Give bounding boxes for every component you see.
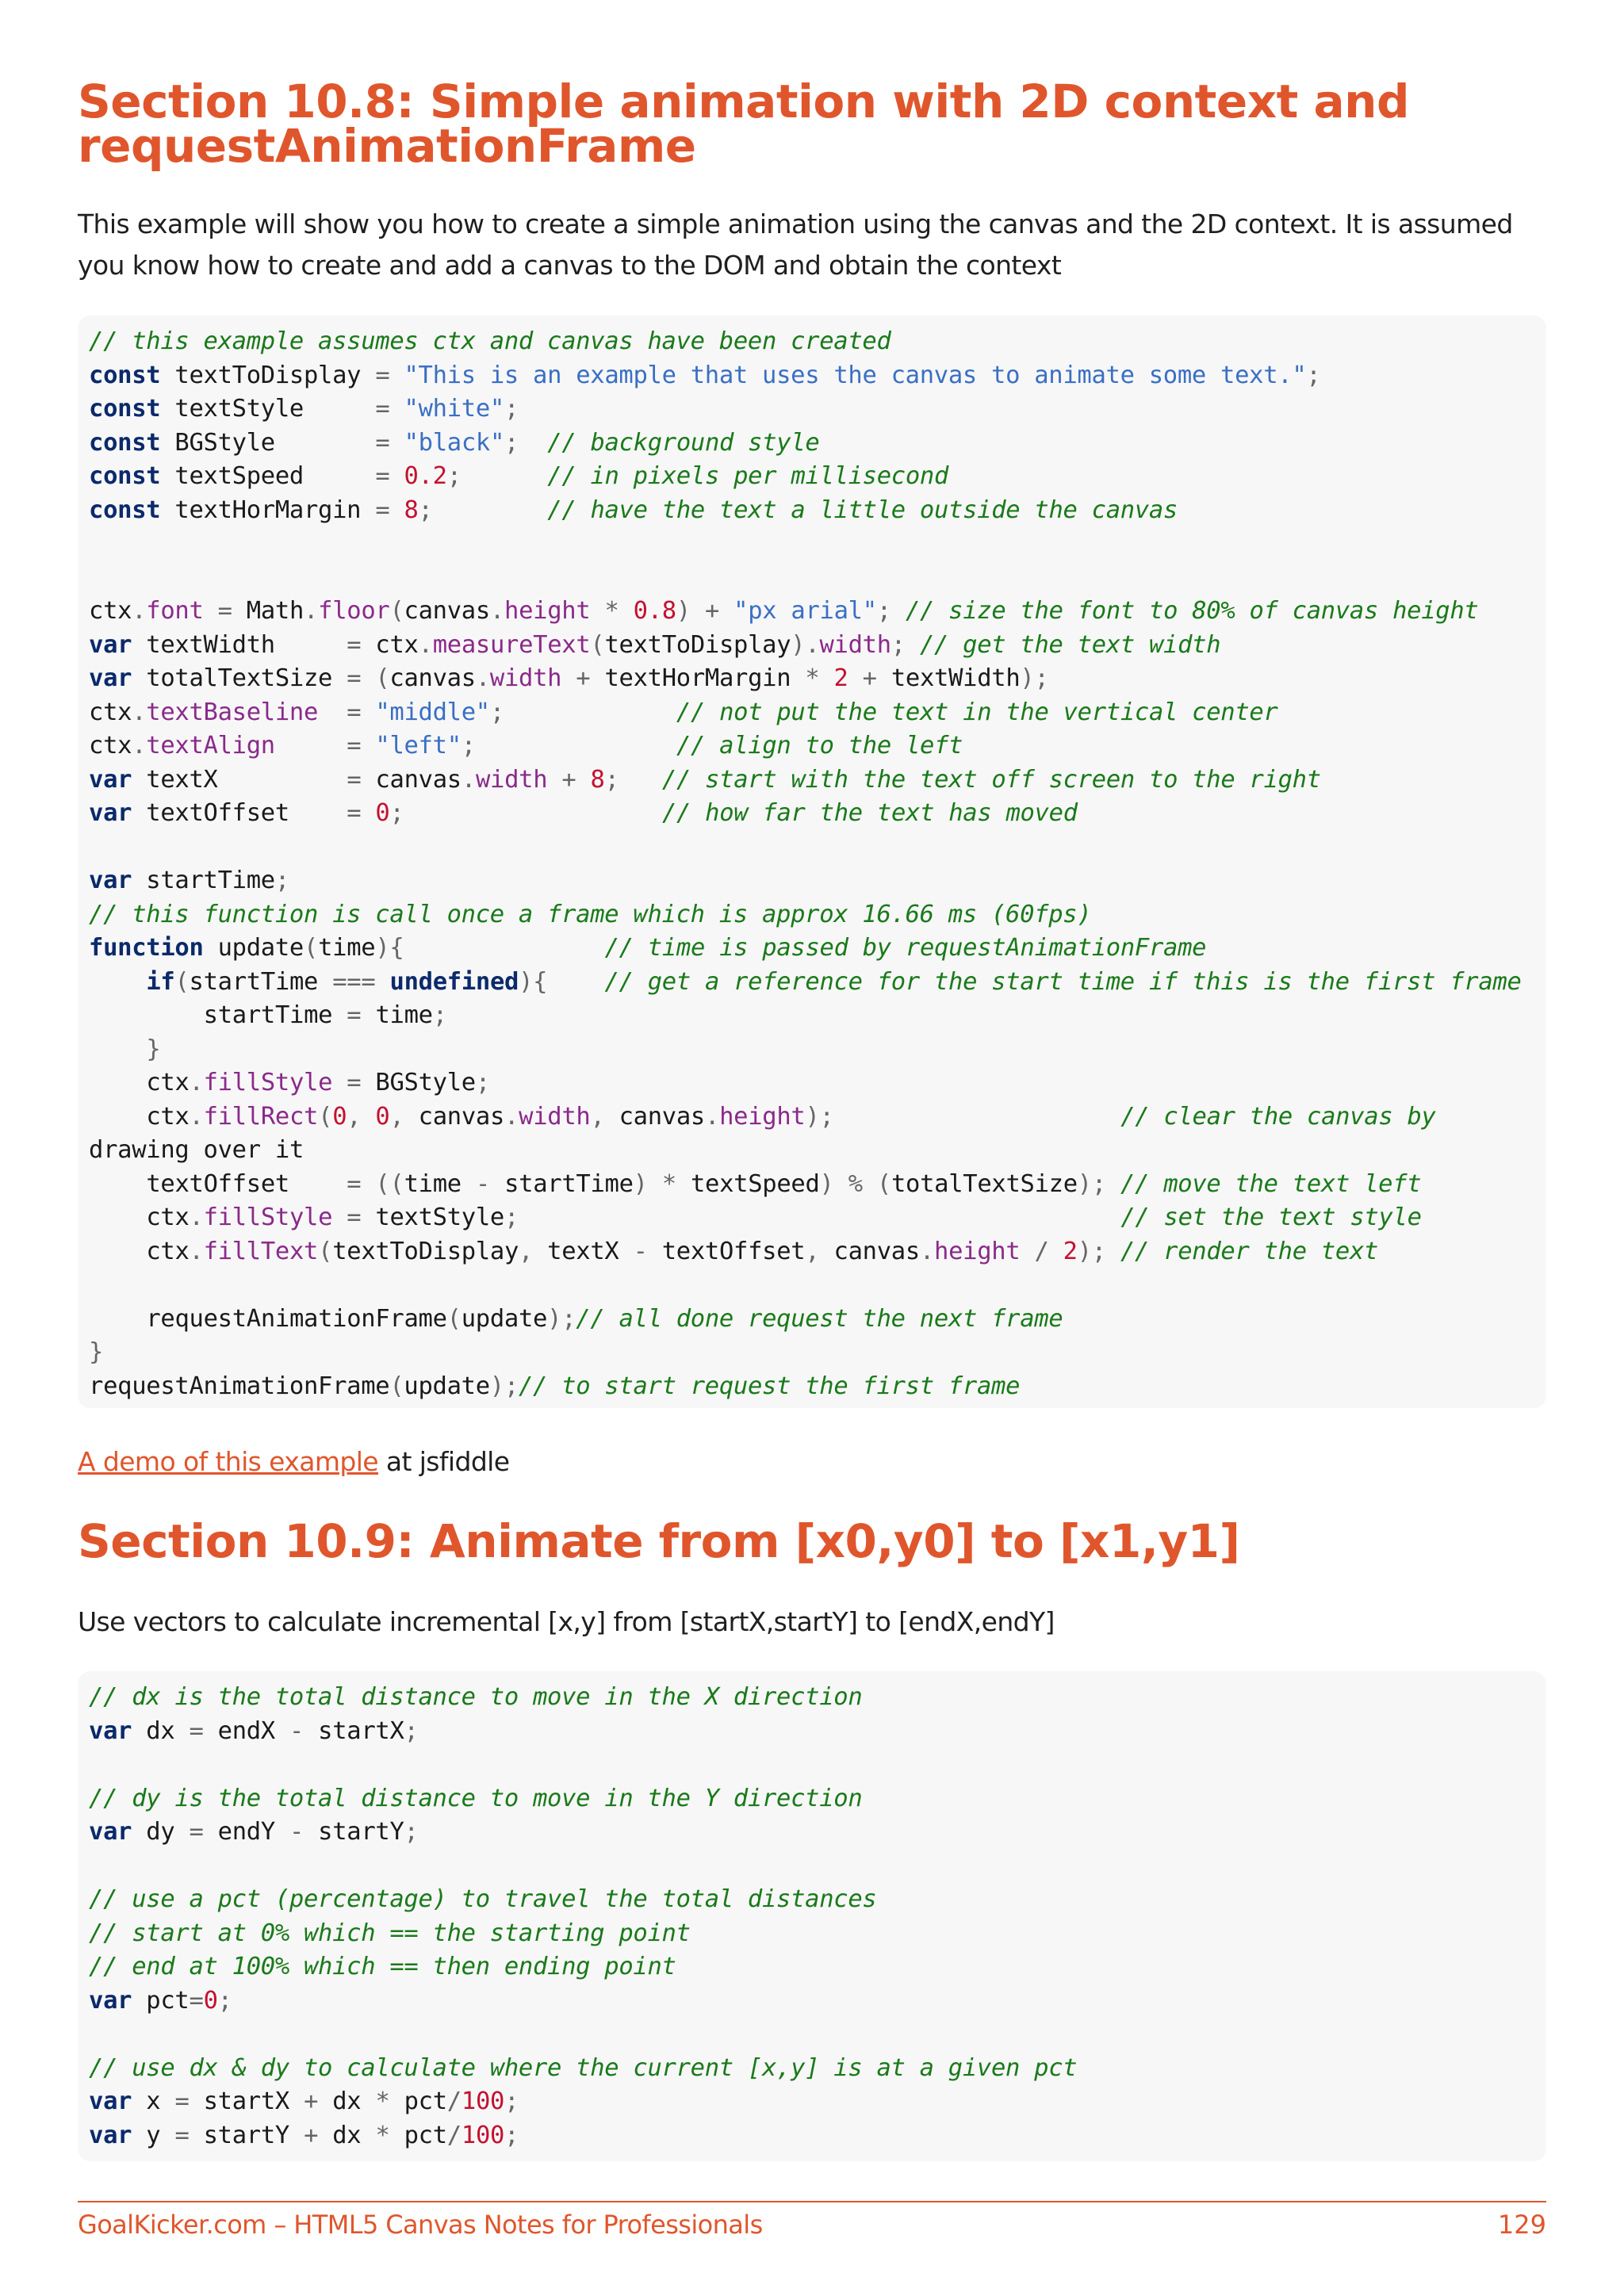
code-line: var x = startX + dx * pct/100; — [89, 2087, 519, 2115]
demo-suffix: at jsfiddle — [377, 1446, 510, 1477]
code-line: var startTime; — [89, 867, 289, 894]
code-line: var pct=0; — [89, 1986, 232, 2015]
code-line: requestAnimationFrame(update);// all done request the next frame — [146, 1304, 1063, 1333]
code-line: ctx.fillRect(0, 0, canvas.width, canvas.height); // clear the canvas by — [146, 1102, 1436, 1131]
code-line: ctx.textBaseline = "middle"; // not put the text in the vertical center — [89, 698, 1278, 726]
code-line — [89, 831, 1546, 865]
code-line: ctx.font = Math.floor(canvas.height * 0.8) + "px arial"; // size the font to 80% of canvas height — [89, 597, 1479, 625]
section-title: Section 10.8: Simple animation with 2D context and requestAnimationFrame — [78, 75, 1409, 173]
section-intro: This example will show you how to create a simple animation using the canvas and the 2D context. It is assumed you know how to create and add a canvas to the DOM and obtain the context — [78, 209, 1513, 281]
demo-link[interactable]: A demo of this example — [78, 1446, 378, 1477]
code-line — [89, 561, 1546, 595]
footer-divider — [78, 2201, 1546, 2202]
code-line — [89, 1748, 1546, 1782]
code-line — [89, 2018, 1546, 2052]
code-line: textOffset = ((time - startTime) * textSpeed) % (totalTextSize); // move the text left — [146, 1169, 1422, 1198]
code-line: var textX = canvas.width + 8; // start with the text off screen to the right — [89, 765, 1321, 794]
code-line: var dx = endX - startX; — [89, 1716, 419, 1745]
code-line: // dy is the total distance to move in the Y direction — [89, 1784, 863, 1812]
code-line: var textOffset = 0; // how far the text has moved — [89, 799, 1078, 827]
code-line: function update(time){ // time is passed by requestAnimationFrame — [89, 934, 1207, 962]
code-line: // use a pct (percentage) to travel the total distances — [89, 1885, 877, 1913]
code-line — [89, 527, 1546, 561]
code-line: const textSpeed = 0.2; // in pixels per millisecond — [89, 462, 949, 490]
code-line — [89, 1269, 1546, 1303]
section-intro: Use vectors to calculate incremental [x,y] from [startX,startY] to [endX,endY] — [78, 1606, 1055, 1637]
code-line: ctx.fillText(textToDisplay, textX - textOffset, canvas.height / 2); // render the text — [146, 1237, 1379, 1265]
code-line: const textStyle = "white"; — [89, 395, 519, 423]
code-line: var y = startY + dx * pct/100; — [89, 2121, 519, 2149]
section-title: Section 10.9: Animate from [x0,y0] to [x1,y1] — [78, 1514, 1240, 1568]
code-line: } — [146, 1035, 161, 1063]
code-line: ctx.fillStyle = BGStyle; — [146, 1069, 490, 1096]
code-line: ctx.textAlign = "left"; // align to the left — [89, 732, 963, 760]
code-block — [78, 316, 1546, 1408]
code-line — [89, 1850, 1546, 1884]
code-line: const textHorMargin = 8; // have the text a little outside the canvas — [89, 496, 1178, 524]
page-number: 129 — [1497, 2210, 1546, 2240]
code-line: requestAnimationFrame(update);// to start request the first frame — [89, 1372, 1021, 1400]
code-line: const textToDisplay = "This is an example that uses the canvas to animate some text."; — [89, 361, 1321, 389]
code-line: drawing over it — [89, 1136, 304, 1164]
code-block — [78, 1671, 1546, 2161]
code-line: } — [89, 1338, 104, 1366]
code-line: startTime = time; — [203, 1001, 447, 1029]
code-line: // end at 100% which == then ending point — [89, 1953, 676, 1980]
code-line: // dx is the total distance to move in the X direction — [89, 1683, 863, 1711]
code-line: var dy = endY - startY; — [89, 1818, 419, 1846]
code-line: // use dx & dy to calculate where the current [x,y] is at a given pct — [89, 2053, 1078, 2082]
footer-source: GoalKicker.com – HTML5 Canvas Notes for Professionals — [78, 2210, 763, 2240]
code-line: // this function is call once a frame which is approx 16.66 ms (60fps) — [89, 900, 1092, 928]
code-line: if(startTime === undefined){ // get a reference for the start time if this is the first frame — [146, 967, 1522, 996]
code-line: // this example assumes ctx and canvas have been created — [89, 327, 891, 355]
code-line: var textWidth = ctx.measureText(textToDisplay).width; // get the text width — [89, 630, 1221, 659]
code-line: const BGStyle = "black"; // background style — [89, 428, 820, 457]
demo-note — [78, 1441, 1553, 1483]
code-line: ctx.fillStyle = textStyle; // set the text style — [146, 1203, 1422, 1231]
code-line: var totalTextSize = (canvas.width + textHorMargin * 2 + textWidth); — [89, 664, 1049, 692]
code-line: // start at 0% which == the starting point — [89, 1919, 691, 1947]
